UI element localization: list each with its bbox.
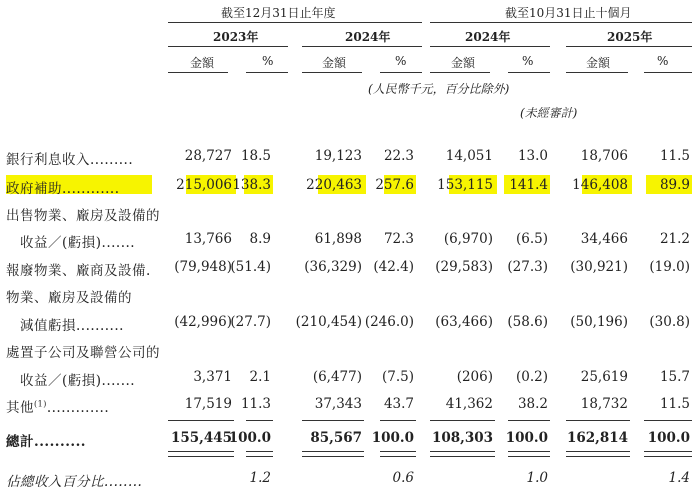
table-cell: (29,583)	[435, 259, 493, 275]
year-rule-3	[430, 46, 550, 47]
year-2023: 2023年	[213, 30, 259, 44]
total-cell: 100.0	[228, 430, 271, 446]
table-cell: (30,921)	[570, 259, 628, 275]
header-group-ten-months: 截至10月31日止十個月	[505, 6, 632, 20]
year-rule-1	[168, 46, 288, 47]
row-label	[6, 286, 132, 306]
table-cell: 38.2	[517, 396, 548, 412]
table-cell: 17,519	[184, 396, 232, 412]
col-amount-4: 金額	[586, 56, 611, 70]
table-cell: 72.3	[383, 231, 414, 247]
table-cell: (7.5)	[381, 369, 414, 385]
dot-leader: .	[146, 263, 151, 279]
row-label	[20, 314, 124, 334]
table-cell: (27.7)	[230, 314, 271, 330]
table-cell: 43.7	[383, 396, 414, 412]
year-rule-4	[566, 46, 692, 47]
col-amount-1: 金額	[190, 56, 215, 70]
total-cell: 155,445	[170, 430, 232, 446]
sub-rule	[430, 72, 490, 73]
sub-rule	[566, 72, 628, 73]
col-pct-1: %	[262, 54, 274, 68]
total-rule	[566, 420, 630, 421]
total-double-rule	[566, 451, 630, 457]
dot-leader: .........	[90, 152, 134, 168]
table-cell: 22.3	[383, 148, 414, 164]
footer-cell: 1.4	[668, 470, 690, 486]
table-cell: 153,115	[437, 177, 493, 193]
table-cell: 89.9	[659, 177, 690, 193]
dot-leader: ..........	[76, 318, 124, 334]
header-rule-2	[430, 22, 692, 23]
col-pct-4: %	[657, 54, 669, 68]
total-double-rule	[380, 451, 416, 457]
total-cell: 162,814	[566, 430, 628, 446]
row-label	[6, 177, 120, 197]
total-rule	[430, 420, 495, 421]
total-rule	[644, 420, 692, 421]
sub-rule	[302, 72, 362, 73]
sub-rule	[168, 72, 228, 73]
sub-rule	[246, 72, 288, 73]
dot-leader: ........	[104, 474, 143, 490]
table-cell: (79,948)	[174, 259, 232, 275]
dot-leader: .......	[101, 235, 136, 251]
table-cell: (42.4)	[373, 259, 414, 275]
table-cell: (19.0)	[649, 259, 690, 275]
dot-leader: .......	[101, 373, 136, 389]
total-cell: 100.0	[505, 430, 548, 446]
row-label-text: 出售物業、廠房及設備的	[6, 208, 160, 224]
dot-leader: ............	[62, 181, 120, 197]
row-label-text: 報廢物業、廠商及設備	[6, 263, 146, 279]
table-cell: (42,996)	[174, 314, 232, 330]
row-label-text: 政府補助	[6, 181, 62, 197]
total-rule	[380, 420, 416, 421]
sub-rule	[644, 72, 692, 73]
table-cell: 8.9	[249, 231, 271, 247]
year-2024a: 2024年	[345, 30, 391, 44]
table-cell: 2.1	[249, 369, 271, 385]
table-cell: 11.5	[659, 148, 690, 164]
year-2025: 2025年	[607, 30, 653, 44]
table-cell: 19,123	[314, 148, 362, 164]
row-label-text: 物業、廠房及設備的	[6, 290, 132, 306]
total-double-rule	[246, 451, 273, 457]
row-label	[6, 341, 160, 361]
header-rule-1	[168, 22, 422, 23]
table-cell: 14,051	[445, 148, 493, 164]
table-cell: (30.8)	[649, 314, 690, 330]
table-cell: 215,006	[176, 177, 232, 193]
table-cell: 146,408	[572, 177, 628, 193]
table-cell: 34,466	[580, 231, 628, 247]
table-cell: (0.2)	[515, 369, 548, 385]
table-cell: 61,898	[314, 231, 362, 247]
table-cell: 25,619	[580, 369, 628, 385]
table-cell: 41,362	[445, 396, 493, 412]
total-double-rule	[168, 451, 234, 457]
total-double-rule	[302, 451, 364, 457]
col-pct-2: %	[395, 54, 407, 68]
row-label	[20, 231, 135, 251]
unaudited-note: (未經審計)	[520, 106, 578, 120]
table-cell: (51.4)	[230, 259, 271, 275]
total-rule	[246, 420, 273, 421]
footer-label	[6, 470, 142, 490]
total-label	[6, 430, 86, 450]
table-cell: 37,343	[314, 396, 362, 412]
dot-leader: ..........	[34, 434, 86, 450]
table-cell: (210,454)	[295, 314, 362, 330]
col-amount-2: 金額	[322, 56, 347, 70]
row-label	[6, 148, 133, 168]
row-label-text: 減值虧損	[20, 318, 76, 334]
footer-cell: 1.0	[526, 470, 548, 486]
year-2024b: 2024年	[465, 30, 511, 44]
total-rule	[168, 420, 234, 421]
table-cell: 18,732	[580, 396, 628, 412]
footer-cell: 1.2	[249, 470, 271, 486]
table-cell: 220,463	[306, 177, 362, 193]
total-rule	[508, 420, 550, 421]
table-cell: 3,371	[193, 369, 232, 385]
sub-rule	[380, 72, 422, 73]
table-cell: 138.3	[232, 177, 271, 193]
total-double-rule	[430, 451, 495, 457]
table-cell: 21.2	[659, 231, 690, 247]
total-cell: 100.0	[647, 430, 690, 446]
total-double-rule	[644, 451, 692, 457]
row-label-text: 處置子公司及聯營公司的	[6, 345, 160, 361]
table-cell: 28,727	[184, 148, 232, 164]
row-label	[6, 204, 160, 224]
table-cell: 18,706	[580, 148, 628, 164]
year-rule-2	[302, 46, 422, 47]
total-cell: 108,303	[431, 430, 493, 446]
table-cell: (6,970)	[443, 231, 493, 247]
row-label-text: 其他	[6, 400, 34, 416]
table-cell: (50,196)	[570, 314, 628, 330]
footnote-marker: (1)	[34, 399, 47, 409]
table-cell: (63,466)	[435, 314, 493, 330]
row-label-text: 收益／(虧損)	[20, 373, 102, 389]
footer-label-text: 佔總收入百分比	[6, 474, 104, 490]
table-cell: (6.5)	[515, 231, 548, 247]
header-group-fiscal-year: 截至12月31日止年度	[221, 6, 336, 20]
table-cell: 18.5	[240, 148, 271, 164]
total-cell: 100.0	[371, 430, 414, 446]
col-amount-3: 金額	[451, 56, 476, 70]
row-label	[6, 396, 109, 416]
col-pct-3: %	[522, 54, 534, 68]
dot-leader: .............	[46, 400, 110, 416]
table-cell: (36,329)	[304, 259, 362, 275]
table-cell: 141.4	[509, 177, 548, 193]
row-label-text: 收益／(虧損)	[20, 235, 102, 251]
table-cell: 13.0	[517, 148, 548, 164]
row-label	[20, 369, 135, 389]
table-cell: 11.3	[240, 396, 271, 412]
table-cell: (246.0)	[364, 314, 414, 330]
sub-rule	[508, 72, 550, 73]
table-cell: (27.3)	[507, 259, 548, 275]
total-double-rule	[508, 451, 550, 457]
total-cell: 85,567	[310, 430, 362, 446]
footer-cell: 0.6	[392, 470, 414, 486]
table-cell: (6,477)	[312, 369, 362, 385]
total-rule	[302, 420, 364, 421]
table-cell: 257.6	[375, 177, 414, 193]
table-cell: 13,766	[184, 231, 232, 247]
table-cell: (58.6)	[507, 314, 548, 330]
table-cell: 15.7	[659, 369, 690, 385]
row-label-text: 銀行利息收入	[6, 152, 90, 168]
unit-note: (人民幣千元，百分比除外)	[368, 82, 510, 96]
table-cell: 11.5	[659, 396, 690, 412]
row-label	[6, 259, 151, 279]
table-cell: (206)	[456, 369, 493, 385]
total-label-text: 總計	[6, 434, 34, 450]
